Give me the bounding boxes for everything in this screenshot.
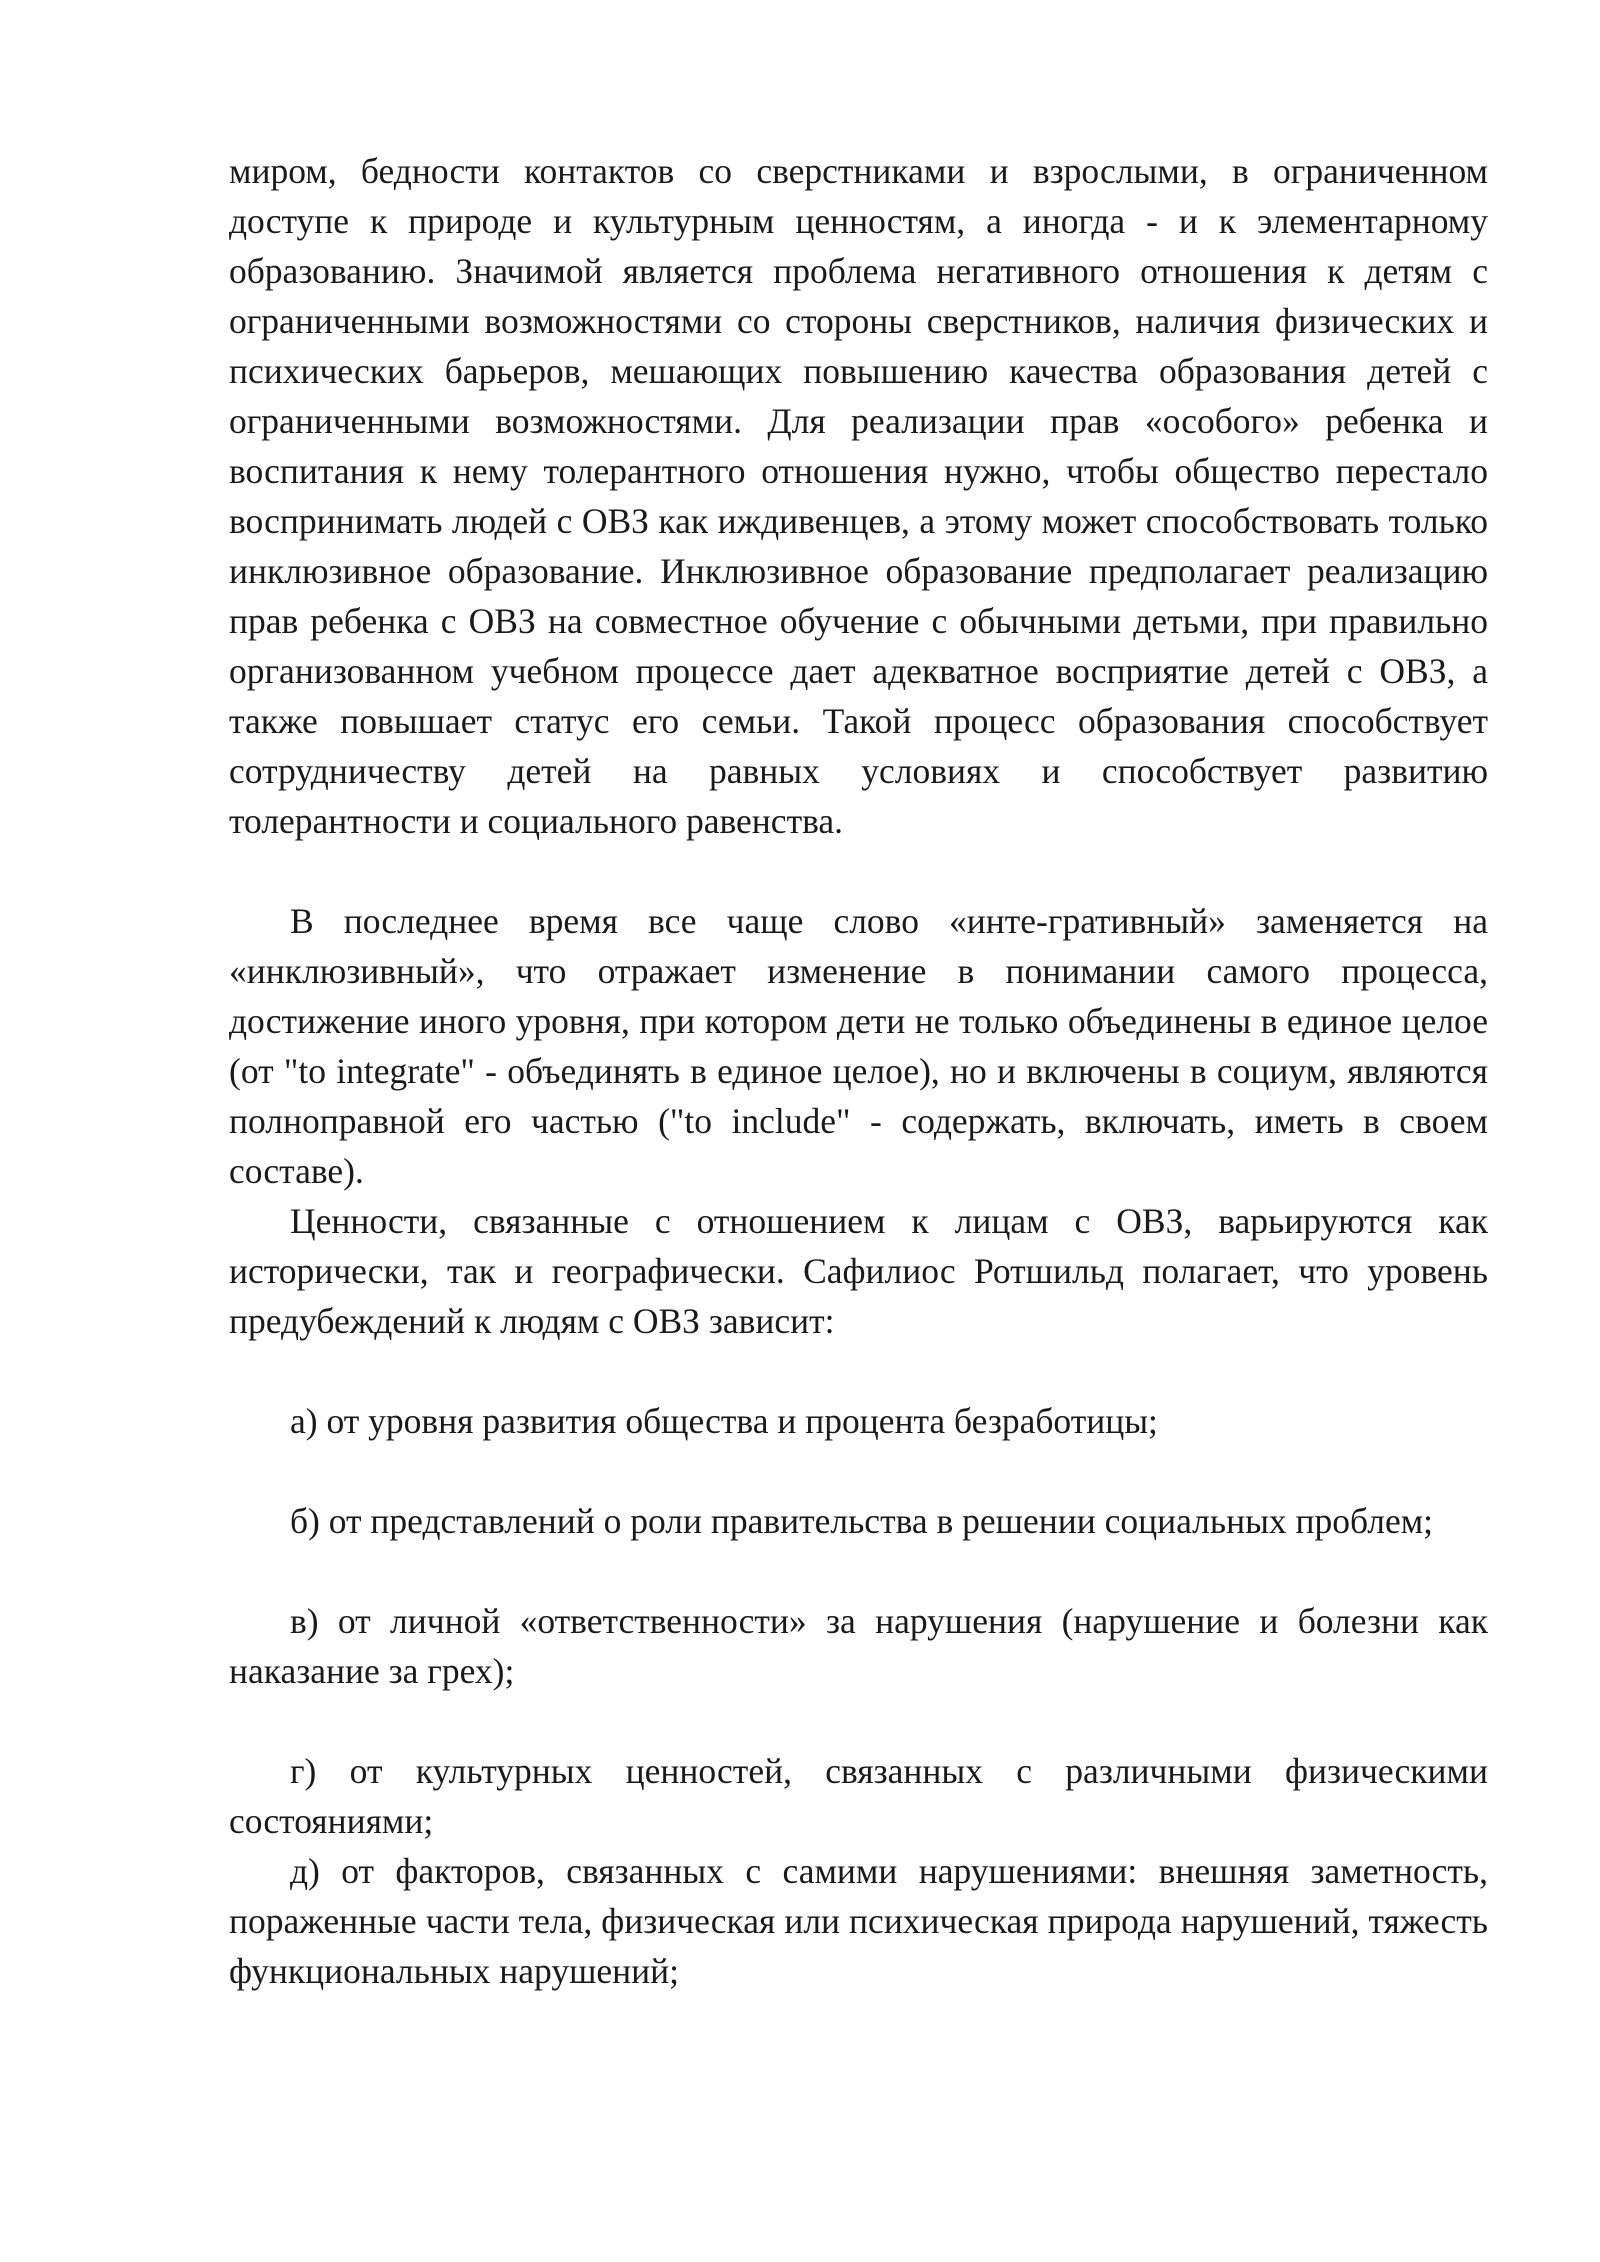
list-item-v: в) от личной «ответственности» за нарушения (нарушение и болезни как наказание за грех); [229, 1601, 1488, 1691]
paragraph-spacer [229, 1346, 1488, 1396]
list-item-b: б) от представлений о роли правительства в решении социальных проблем; [290, 1501, 1434, 1541]
paragraph-spacer [229, 1446, 1488, 1496]
paragraph-spacer [229, 1696, 1488, 1746]
paragraph-spacer [229, 846, 1488, 896]
list-item-d: д) от факторов, связанных с самими нарушениями: внешняя заметность, пораженные части тела, физическая или психическая природа нарушений, тяжесть функциональных нарушений; [229, 1851, 1488, 1991]
document-body [229, 146, 1488, 1996]
paragraph-values: Ценности, связанные с отношением к лицам с ОВЗ, варьируются как исторически, так и географически. Сафилиос Ротшильд полагает, что уровень предубеждений к людям с ОВЗ зависит: [229, 1201, 1488, 1341]
paragraph-intro-continuation: миром, бедности контактов со сверстниками и взрослыми, в ограниченном доступе к природе и культурным ценностям, а иногда - и к элементарному образованию. Значимой является проблема негативного отношения к детям с ограниченными возможностями со стороны сверстников, наличия физических и психических барьеров, мешающих повышению качества образования детей с ограниченными возможностями. Для реализации прав «особого» ребенка и воспитания к нему толерантного отношения нужно, чтобы общество перестало воспринимать людей с ОВЗ как иждивенцев, а этому может способствовать только инклюзивное образование. Инклюзивное образование предполагает реализацию прав ребенка с ОВЗ на совместное обучение с обычными детьми, при правильно организованном учебном процессе дает адекватное восприятие детей с ОВЗ, а также повышает статус его семьи. Такой процесс образования способствует сотрудничеству детей на равных условиях и способствует развитию толерантности и социального равенства. [229, 151, 1488, 841]
list-item-g: г) от культурных ценностей, связанных с различными физическими состояниями; [229, 1751, 1488, 1841]
list-item-a: а) от уровня развития общества и процента безработицы; [290, 1401, 1158, 1441]
paragraph-integrative-inclusive: В последнее время все чаще слово «инте-гративный» заменяется на «инклюзивный», что отражает изменение в понимании самого процесса, достижение иного уровня, при котором дети не только объединены в единое целое (от "to integrate" - объединять в единое целое), но и включены в социум, являются полноправной его частью ("to include" - содержать, включать, иметь в своем составе). [229, 901, 1488, 1191]
paragraph-spacer [229, 1546, 1488, 1596]
